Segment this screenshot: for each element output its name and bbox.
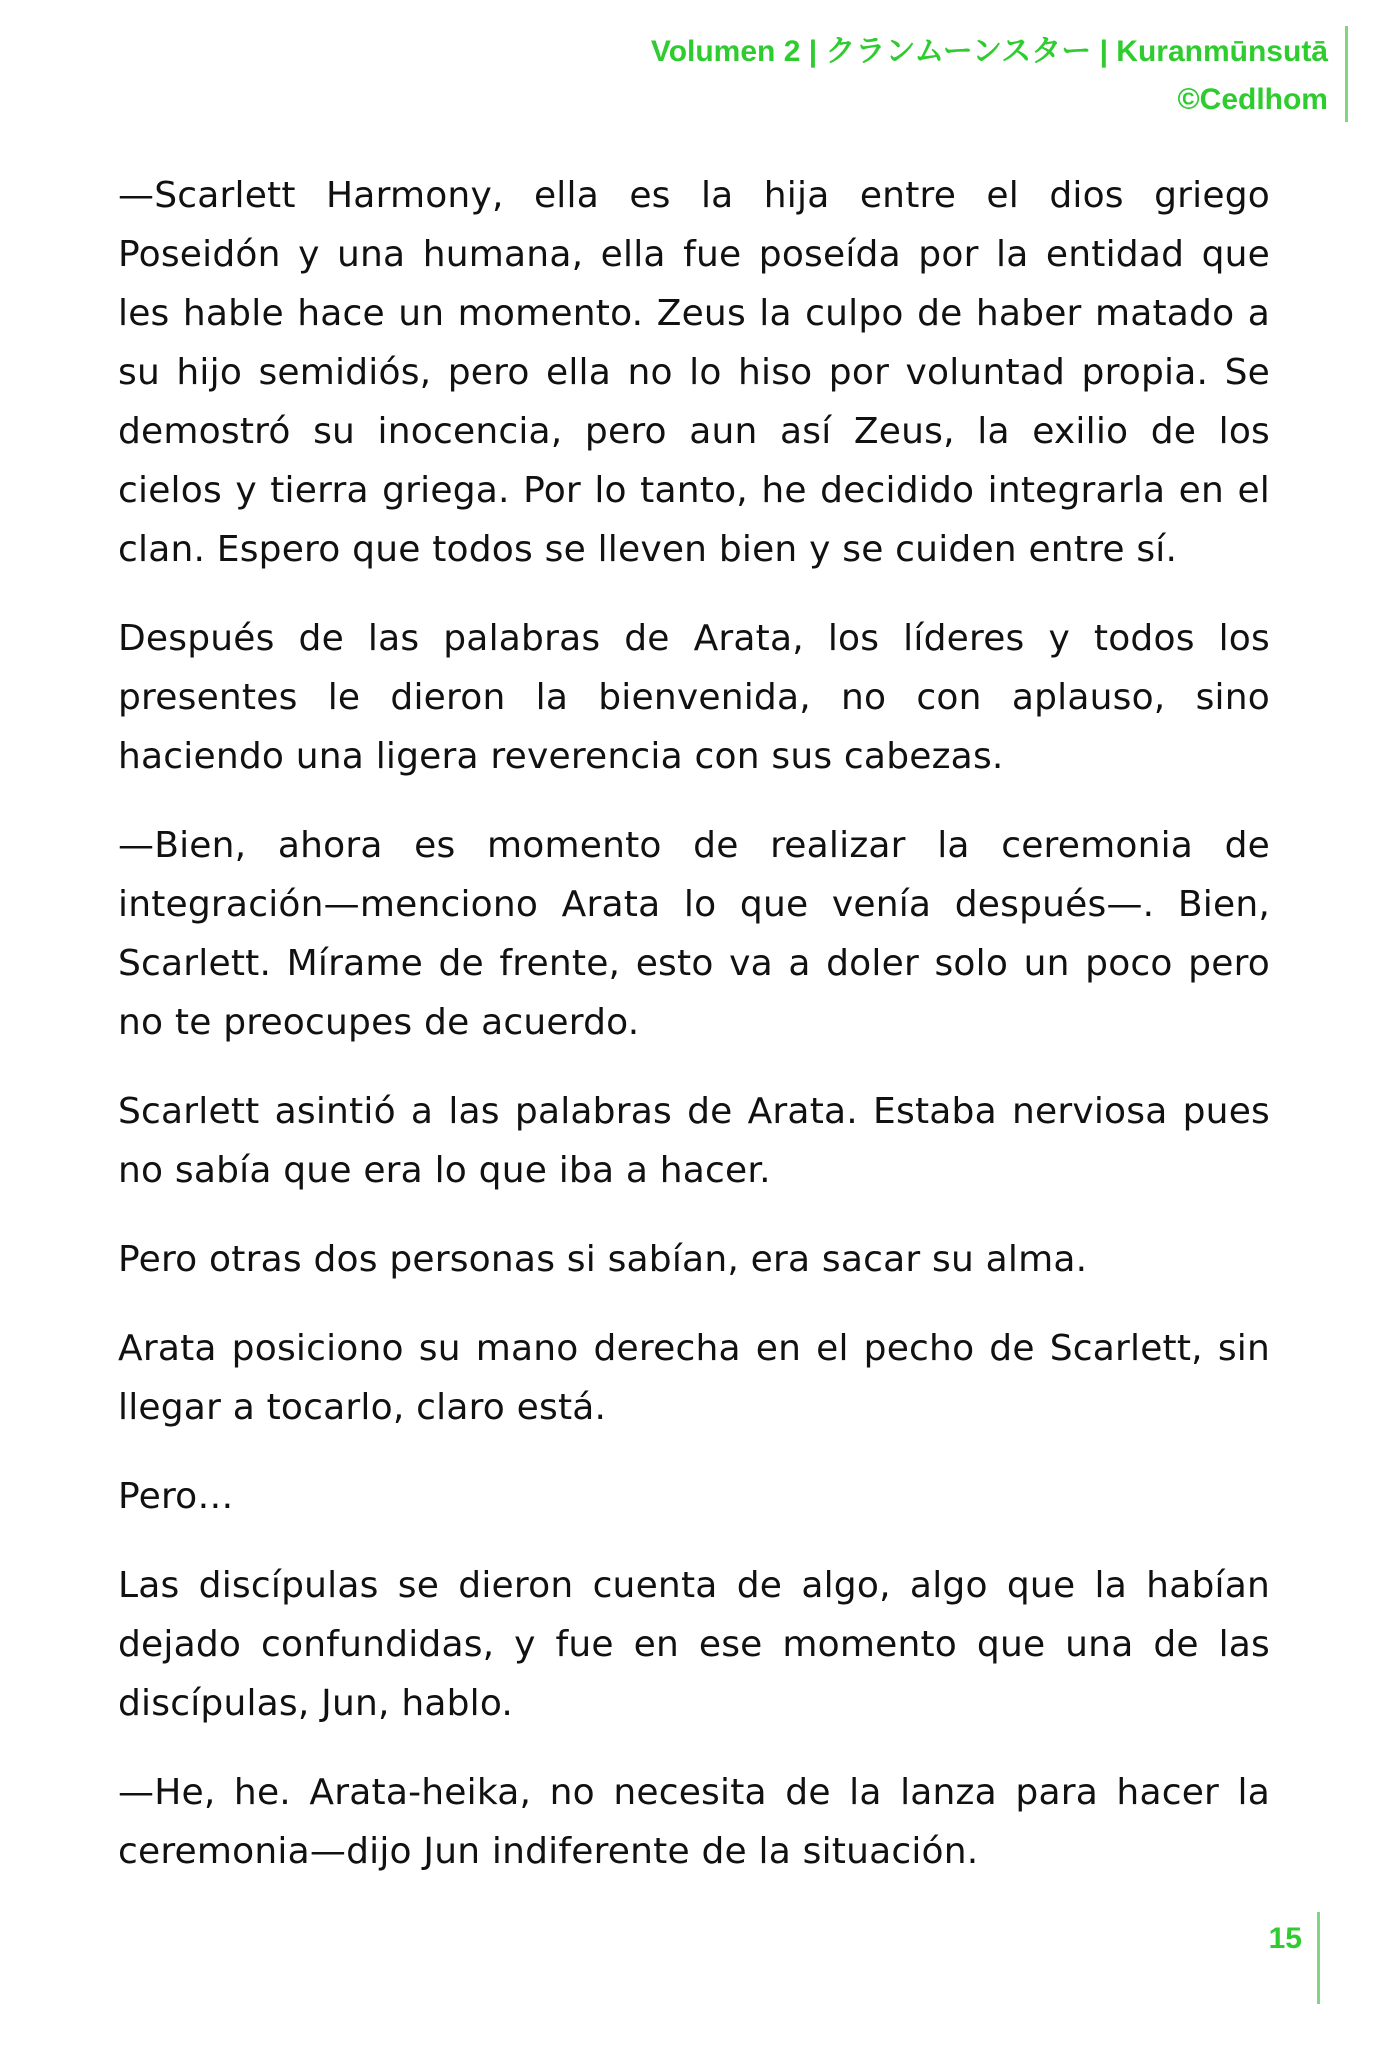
header-copyright: ©Cedlhom: [1177, 83, 1328, 116]
footer-divider: [1317, 1912, 1320, 2004]
paragraph: Scarlett asintió a las palabras de Arata. Estaba nerviosa pues no sabía que era lo que iba a hacer.: [118, 1091, 1270, 1191]
paragraph: —He, he. Arata-heika, no necesita de la lanza para hacer la ceremonia—dijo Jun indiferente de la situación.: [118, 1772, 1270, 1872]
page-number: 15: [1268, 1922, 1302, 1955]
paragraph: —Scarlett Harmony, ella es la hija entre el dios griego Poseidón y una humana, ella fue poseída por la entidad que les hable hace un momento. Zeus la culpo de haber matado a su hijo semidiós, pero ella no lo hiso por voluntad propia. Se demostró su inocencia, pero aun así Zeus, la exilio de los cielos y tierra griega. Por lo tanto, he decidido integrarla en el clan. Espero que todos se lleven bien y se cuiden entre sí.: [118, 175, 1270, 570]
paragraph: Las discípulas se dieron cuenta de algo, algo que la habían dejado confundidas, y fue en ese momento que una de las discípulas, Jun, hablo.: [118, 1565, 1270, 1724]
paragraph: Después de las palabras de Arata, los líderes y todos los presentes le dieron la bienvenida, no con aplauso, sino haciendo una ligera reverencia con sus cabezas.: [118, 618, 1270, 777]
page-header: [651, 28, 1328, 124]
body-text: [118, 166, 1270, 1911]
paragraph: Arata posiciono su mano derecha en el pecho de Scarlett, sin llegar a tocarlo, claro está.: [118, 1328, 1270, 1428]
header-divider: [1345, 26, 1348, 122]
header-title: Volumen 2 | クランムーンスター | Kuranmūnsutā: [650, 35, 1328, 68]
paragraph: Pero…: [118, 1476, 234, 1517]
paragraph: Pero otras dos personas si sabían, era sacar su alma.: [118, 1239, 1088, 1280]
paragraph: —Bien, ahora es momento de realizar la ceremonia de integración—menciono Arata lo que venía después—. Bien, Scarlett. Mírame de frente, esto va a doler solo un poco pero no te preocupes de acuerdo.: [118, 825, 1270, 1043]
